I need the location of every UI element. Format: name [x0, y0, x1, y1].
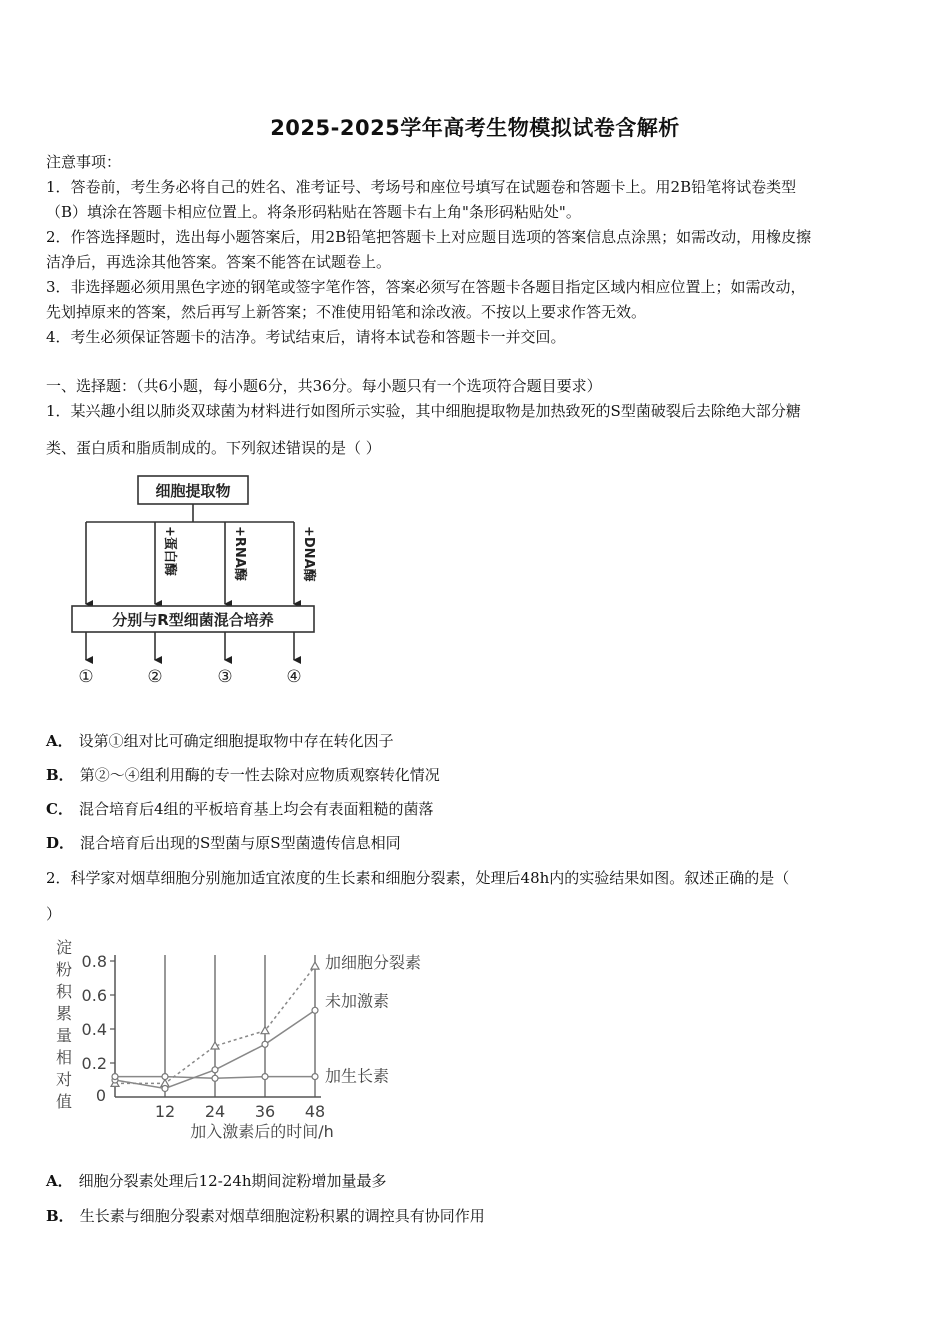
y-axis-label-char: 值	[55, 1092, 73, 1111]
q2-option-b[interactable]	[46, 1206, 485, 1226]
option-text: 设第①组对比可确定细胞提取物中存在转化因子	[78, 732, 394, 750]
y-axis-label	[56, 938, 73, 1111]
data-point	[262, 1041, 268, 1047]
y-axis-label-char: 对	[55, 1070, 73, 1089]
y-axis-label-char: 积	[55, 982, 73, 1001]
q1-option-a[interactable]	[46, 731, 394, 751]
notice-heading: 注意事项：	[46, 153, 122, 171]
data-point	[312, 1074, 318, 1080]
option-letter: C．	[46, 800, 73, 818]
x-tick-label: 24	[204, 1102, 226, 1121]
data-point	[262, 1074, 268, 1080]
option-text: 细胞分裂素处理后12-24h期间淀粉增加量最多	[78, 1172, 387, 1190]
y-axis-label-char: 粉	[55, 960, 73, 979]
group-label: ①	[78, 667, 94, 687]
option-text: 混合培育后出现的S型菌与原S型菌遗传信息相同	[80, 834, 401, 852]
extract-box-label: 细胞提取物	[155, 482, 231, 500]
option-letter: B．	[46, 766, 74, 784]
y-tick-label: 0.8	[81, 952, 107, 971]
q1-stem: 1．某兴趣小组以肺炎双球菌为材料进行如图所示实验，其中细胞提取物是加热致死的S型菌破裂后去除绝大部分糖	[46, 402, 801, 420]
option-text: 混合培育后4组的平板培育基上均会有表面粗糙的菌落	[78, 800, 434, 818]
series-label: 加生长素	[325, 1066, 390, 1086]
notice-line: 洁净后，再选涂其他答案。答案不能答在试题卷上。	[46, 253, 392, 271]
x-tick-label: 36	[254, 1102, 276, 1121]
q1-option-c[interactable]	[46, 799, 434, 819]
y-tick-label: 0.2	[81, 1054, 107, 1073]
q1-flow-diagram	[60, 470, 340, 695]
series-label: 加细胞分裂素	[325, 953, 422, 973]
q2-stem: 2．科学家对烟草细胞分别施加适宜浓度的生长素和细胞分裂素，处理后48h内的实验结果如图。叙述正确的是（	[46, 869, 790, 887]
y-axis-label-char: 累	[55, 1004, 73, 1023]
q2-stem: ）	[46, 905, 62, 923]
option-letter: A．	[46, 1172, 73, 1190]
x-tick-label: 0	[95, 1086, 107, 1105]
notice-line: 4．考生必须保证答题卡的洁净。考试结束后，请将本试卷和答题卡一并交回。	[46, 328, 566, 346]
y-axis-label-char: 淀	[55, 938, 73, 957]
data-point	[162, 1086, 168, 1092]
option-letter: A．	[46, 732, 73, 750]
data-point	[162, 1074, 168, 1080]
notice-line: 1．答卷前，考生务必将自己的姓名、准考证号、考场号和座位号填写在试题卷和答题卡上。用2B铅笔将试卷类型	[46, 178, 797, 196]
section-heading: 一、选择题：（共6小题，每小题6分，共36分。每小题只有一个选项符合题目要求）	[46, 377, 602, 395]
branch-label-dnase: +DNA酶	[301, 526, 316, 582]
branch-label-protease: +蛋白酶	[162, 526, 177, 576]
data-point	[212, 1067, 218, 1073]
page-title: 2025-2025学年高考生物模拟试卷含解析	[270, 116, 680, 140]
y-tick-label: 0.6	[81, 986, 107, 1005]
branch-label-rnase: +RNA酶	[232, 526, 247, 581]
q1-option-d[interactable]	[46, 833, 401, 853]
notice-line: 3．非选择题必须用黑色字迹的钢笔或签字笔作答，答案必须写在答题卡各题目指定区域内相应位置上；如需改动，	[46, 278, 806, 296]
data-point	[212, 1075, 218, 1081]
data-point	[112, 1074, 118, 1080]
x-tick-label: 48	[304, 1102, 326, 1121]
data-point	[311, 962, 319, 969]
group-label: ②	[147, 667, 163, 687]
y-tick-label: 0.4	[81, 1020, 107, 1039]
x-tick-label: 12	[154, 1102, 176, 1121]
option-letter: D．	[46, 834, 75, 852]
notice-line: 2．作答选择题时，选出每小题答案后，用2B铅笔把答题卡上对应题目选项的答案信息点涂黑；如需改动，用橡皮擦	[46, 228, 812, 246]
data-point	[312, 1007, 318, 1013]
y-axis-label-char: 相	[55, 1048, 73, 1067]
option-text: 生长素与细胞分裂素对烟草细胞淀粉积累的调控具有协同作用	[79, 1207, 485, 1225]
culture-box-label: 分别与R型细菌混合培养	[112, 611, 274, 629]
option-letter: B．	[46, 1207, 74, 1225]
q1-stem: 类、蛋白质和脂质制成的。下列叙述错误的是（ ）	[46, 439, 381, 457]
group-label: ③	[217, 667, 233, 687]
notice-line: 先划掉原来的答案，然后再写上新答案；不准使用铅笔和涂改液。不按以上要求作答无效。	[46, 303, 647, 321]
option-text: 第②～④组利用酶的专一性去除对应物质观察转化情况	[79, 766, 440, 784]
y-axis-label-char: 量	[55, 1026, 73, 1045]
notice-line: （B）填涂在答题卡相应位置上。将条形码粘贴在答题卡右上角"条形码粘贴处"。	[46, 203, 581, 221]
series-label: 未加激素	[325, 991, 390, 1011]
q2-option-a[interactable]	[46, 1171, 387, 1191]
x-axis-label: 加入激素后的时间/h	[190, 1122, 334, 1141]
group-label: ④	[286, 667, 302, 687]
q2-starch-chart	[50, 935, 450, 1145]
q1-option-b[interactable]	[46, 765, 440, 785]
